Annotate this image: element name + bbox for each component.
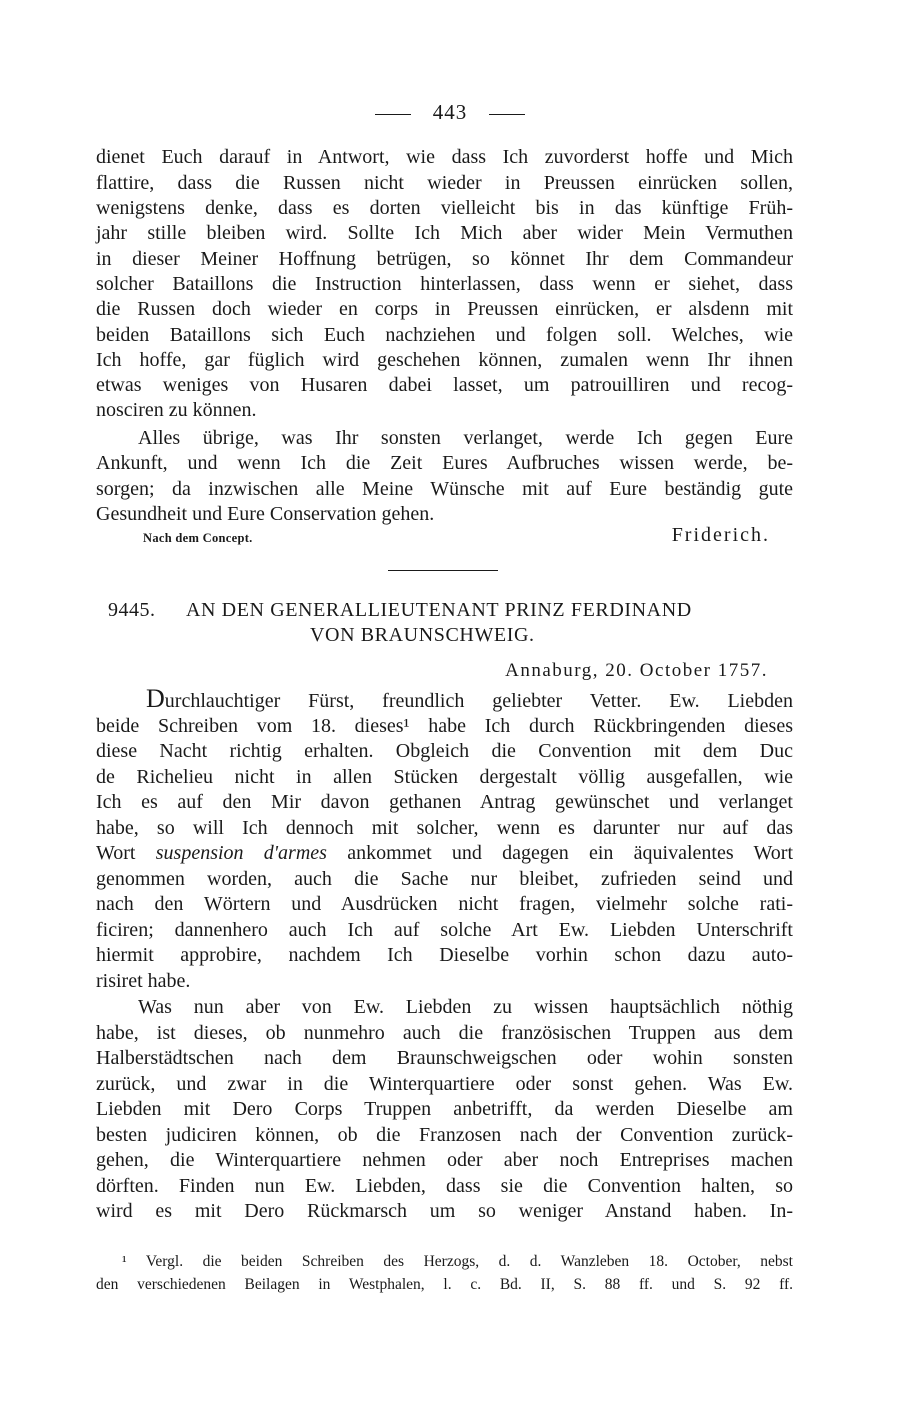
text-line: ficiren; dannenhero auch Ich auf solche Art Ew. Liebden Unterschrift (96, 919, 793, 941)
text-line: wird es mit Dero Rückmarsch um so weniger Anstand haben. In- (96, 1200, 793, 1222)
text-line: Ich hoffe, gar füglich wird geschehen können, zumalen wenn Ihr ihnen (96, 349, 793, 371)
initial-letter: D (146, 684, 165, 713)
text-line: gehen, die Winterquartiere nehmen oder aber noch Entreprises machen (96, 1149, 793, 1171)
text-line: hiermit approbire, nachdem Ich Dieselbe vorhin schon dazu auto- (96, 944, 793, 966)
text-line: Ankunft, und wenn Ich die Zeit Eures Aufbruches wissen werde, be- (96, 452, 793, 474)
text-span: Wort (96, 842, 136, 864)
page-number-dash-right (489, 114, 525, 115)
text-line: zurück, und zwar in die Winterquartiere oder sonst gehen. Was Ew. (96, 1073, 793, 1095)
text-line: habe, so will Ich dennoch mit solcher, wenn es darunter nur auf das (96, 817, 793, 839)
text-line: diese Nacht richtig erhalten. Obgleich die Convention mit dem Duc (96, 740, 793, 762)
text-line: risiret habe. (96, 970, 191, 992)
text-line: sorgen; da inzwischen alle Meine Wünsche mit auf Eure beständig gute (96, 478, 793, 500)
italic-term: suspension d'armes (155, 842, 327, 864)
text-line: Was nun aber von Ew. Liebden zu wissen hauptsächlich nöthig (138, 996, 793, 1018)
text-line: nach den Wörtern und Ausdrücken nicht fragen, vielmehr solche rati- (96, 893, 793, 915)
text-line: Gesundheit und Eure Conservation gehen. (96, 503, 435, 525)
text-span: ankommet und dagegen ein äquivalentes Wort (347, 842, 794, 864)
place-date: Annaburg, 20. October 1757. (505, 660, 768, 681)
page-number-dash-left (375, 114, 411, 115)
text-line: etwas weniges von Husaren dabei lasset, um patrouilliren und recog- (96, 374, 793, 396)
footnote-line-1: ¹ Vergl. die beiden Schreiben des Herzogs, d. d. Wanzleben 18. October, nebst (122, 1253, 793, 1270)
text-span: urchlauchtiger Fürst, freundlich geliebter Vetter. Ew. Liebden (164, 690, 793, 712)
letter-number: 9445. (108, 599, 156, 621)
text-line: beide Schreiben vom 18. dieses¹ habe Ich durch Rückbringenden dieses (96, 715, 793, 737)
text-line: die Russen doch wieder en corps in Preussen einrücken, er alsdenn mit (96, 298, 793, 320)
page-number-text: 443 (432, 100, 468, 124)
text-line: jahr stille bleiben wird. Sollte Ich Mich aber wider Mein Vermuthen (96, 222, 793, 244)
letter-heading-line-2: VON BRAUNSCHWEIG. (310, 624, 535, 646)
text-line-opening (146, 686, 793, 714)
text-line: solcher Bataillons die Instruction hinterlassen, dass wenn er siehet, dass (96, 273, 793, 295)
text-line: besten judiciren können, ob die Franzosen nach der Convention zurück- (96, 1124, 793, 1146)
footnote-line-2: den verschiedenen Beilagen in Westphalen, l. c. Bd. II, S. 88 ff. und S. 92 ff. (96, 1276, 793, 1293)
text-line: habe, ist dieses, ob nunmehro auch die französischen Truppen aus dem (96, 1022, 793, 1044)
page-number (0, 100, 900, 125)
text-line: Liebden mit Dero Corps Truppen anbetrifft, da werden Dieselbe am (96, 1098, 793, 1120)
text-line: flattire, dass die Russen nicht wieder in Preussen einrücken sollen, (96, 172, 793, 194)
text-line: nosciren zu können. (96, 399, 257, 421)
text-line: beiden Bataillons sich Euch nachziehen und folgen soll. Welches, wie (96, 324, 793, 346)
text-line: Ich es auf den Mir davon gethanen Antrag gewünschet und verlanget (96, 791, 793, 813)
letter-heading-line-1: AN DEN GENERALLIEUTENANT PRINZ FERDINAND (186, 599, 692, 621)
text-line: genommen worden, auch die Sache nur bleibet, zufrieden seind und (96, 868, 793, 890)
text-line: in dieser Meiner Hoffnung betrügen, so könnet Ihr dem Commandeur (96, 248, 793, 270)
source-note: Nach dem Concept. (143, 531, 253, 545)
text-line: Alles übrige, was Ihr sonsten verlanget, werde Ich gegen Eure (138, 427, 793, 449)
text-line: dörften. Finden nun Ew. Liebden, dass sie die Convention halten, so (96, 1175, 793, 1197)
text-line: Halberstädtschen nach dem Braunschweigschen oder wohin sonsten (96, 1047, 793, 1069)
signature: Friderich. (671, 524, 770, 546)
section-divider (388, 570, 498, 571)
text-line: de Richelieu nicht in allen Stücken dergestalt völlig ausgefallen, wie (96, 766, 793, 788)
text-line: wenigstens denke, dass es dorten vielleicht bis in das künftige Früh- (96, 197, 793, 219)
text-line-italic (96, 840, 793, 866)
text-line: dienet Euch darauf in Antwort, wie dass Ich zuvorderst hoffe und Mich (96, 146, 793, 168)
